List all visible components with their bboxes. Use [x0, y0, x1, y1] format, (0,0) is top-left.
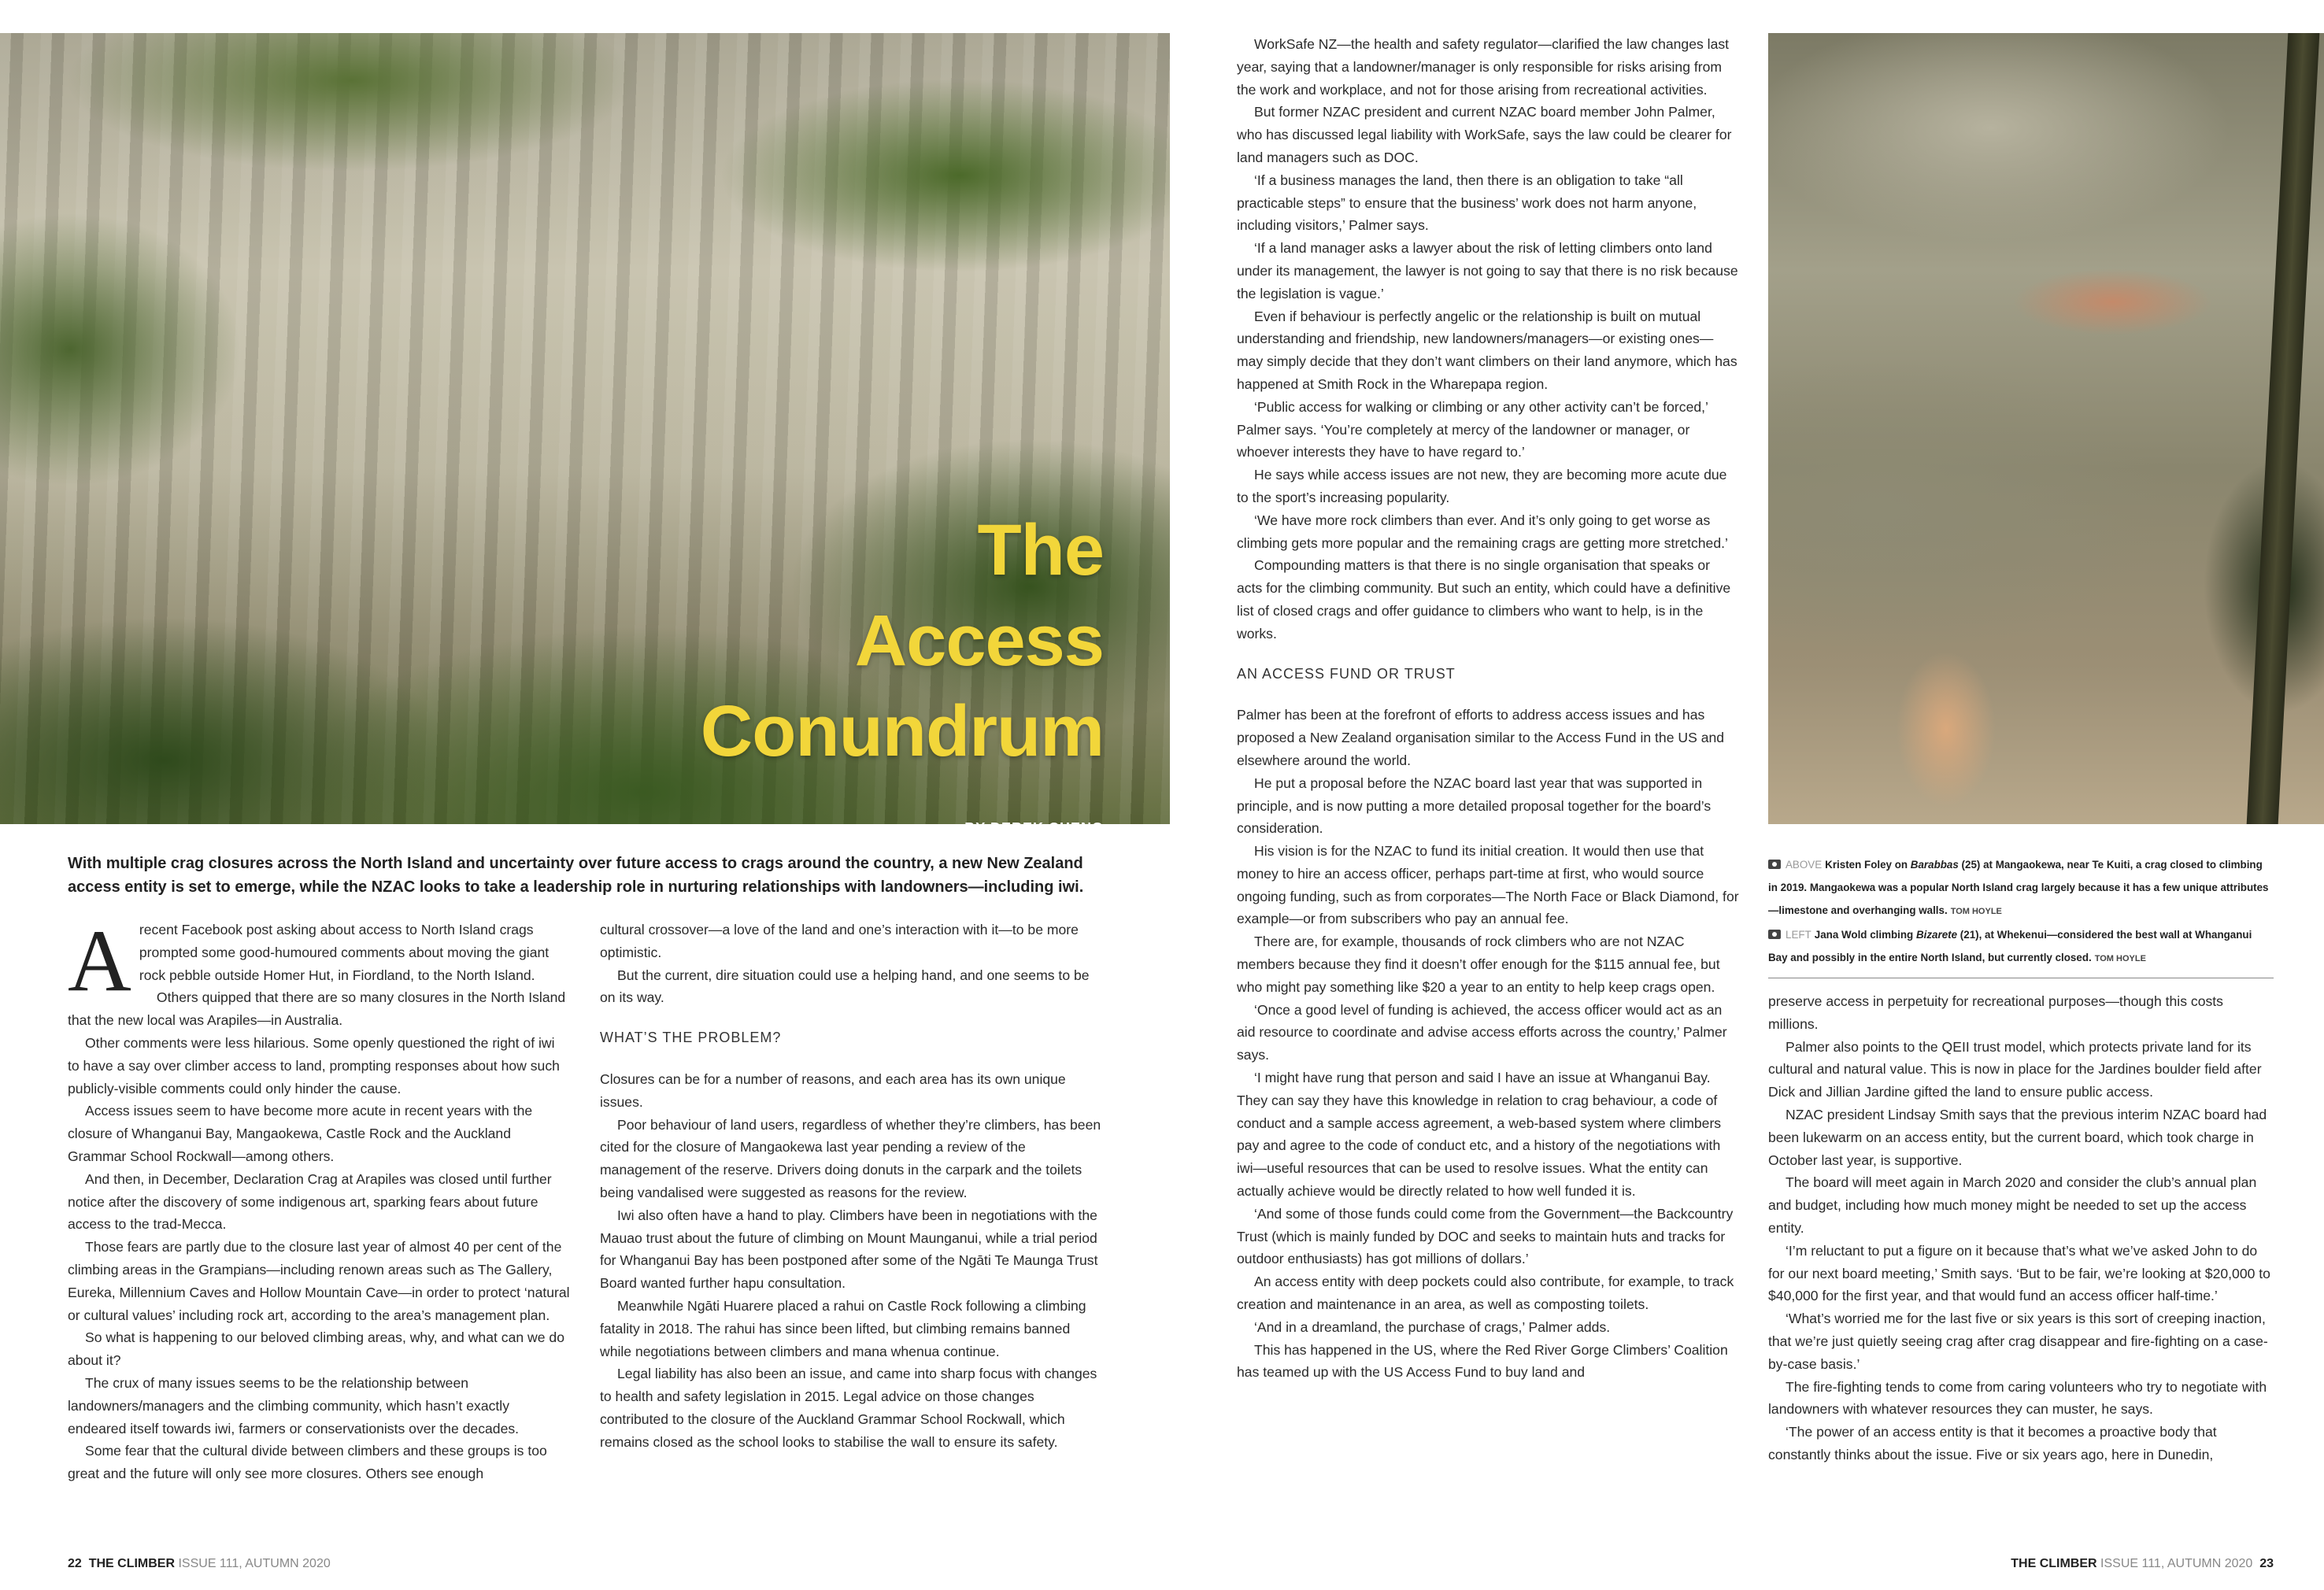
paragraph: cultural crossover—a love of the land and one’s interaction with it—to be more optimistic.	[600, 922, 1079, 960]
paragraph: ‘Once a good level of funding is achieved, the access officer would act as an aid resource to coordinate and advise access efforts across the country,’ Palmer says.	[1237, 1001, 1727, 1063]
body-column-1	[68, 912, 570, 1485]
hero-crag-photo	[0, 33, 1170, 836]
camera-icon	[1768, 860, 1781, 869]
paragraph: Arecent Facebook post asking about access to North Island crags prompted some good-humoured comments about moving the giant rock pebble outside Homer Hut, in Fiordland, to the North Island.	[68, 912, 550, 1010]
paragraph: NZAC president Lindsay Smith says that the previous interim NZAC board had been lukewarm on an access entity, but the current board, which took charge in October last year, is supportive.	[1768, 1106, 2267, 1168]
paragraph: He put a proposal before the NZAC board last year that was supported in principle, and is now putting a more detailed proposal together for the board’s consideration.	[1237, 775, 1712, 837]
photo-captions	[1768, 853, 2274, 971]
paragraph: Poor behaviour of land users, regardless of whether they’re climbers, has been cited for the closure of Mangaokewa last year pending a review of the management of the reserve. Drivers doing donuts in the carpark and the toilets being vandalised were suggested as reasons for the review.	[600, 1116, 1101, 1200]
paragraph: The fire-fighting tends to come from caring volunteers who try to negotiate with landowners with whatever resources they can muster, he says.	[1768, 1378, 2267, 1418]
paragraph: ‘We have more rock climbers than ever. And it’s only going to get worse as climbing gets more popular and the remaining crags are getting more stretched.’	[1237, 512, 1728, 551]
paragraph: This has happened in the US, where the Red River Gorge Climbers’ Coalition has teamed up with the US Access Fund to buy land and	[1237, 1341, 1728, 1381]
paragraph: Others quipped that there are so many closures in the North Island that the new local was Arapiles—in Australia.	[68, 989, 566, 1029]
paragraph: ‘Public access for walking or climbing or any other activity can’t be forced,’ Palmer says. ‘You’re completely at mercy of the landowner or manager, or whoever interests they have to have regard to.’	[1237, 398, 1708, 460]
paragraph: ‘If a business manages the land, then there is an obligation to take “all practicable steps” to ensure that the business’ work does not harm anyone, including visitors,’ Palmer says.	[1237, 172, 1697, 234]
magazine-name: THE CLIMBER	[2011, 1557, 2097, 1570]
paragraph: But the current, dire situation could use a helping hand, and one seems to be on its way.	[600, 967, 1090, 1006]
paragraph: An access entity with deep pockets could also contribute, for example, to track creation and maintenance in an area, as well as composting toilets.	[1237, 1274, 1734, 1313]
paragraph: ‘I might have rung that person and said I have an issue at Whanganui Bay. They can say they have this knowledge in relation to crag behaviour, a code of conduct and a sample access agreement, a web-based system where climbers pay and agree to the code of conduct etc, and a history of the negotiations with iwi—useful resources that can be used to resolve issues. What the entity can actually achieve would be directly related to how well funded it is.	[1237, 1070, 1722, 1200]
paragraph: His vision is for the NZAC to fund its initial creation. It would then use that money to hire an access officer, perhaps part-time at first, who would source ongoing funding, such as from corporates—The North Face or Black Diamond, for example—or from subscribers who pay an annual fee.	[1237, 843, 1739, 927]
page-number-right: 23	[2259, 1557, 2274, 1570]
title-line-1: The	[977, 510, 1104, 590]
page-number-left: 22	[68, 1557, 82, 1570]
photo-credit: TOM HOYLE	[1950, 907, 2002, 916]
paragraph: He says while access issues are not new, they are becoming more acute due to the sport’s increasing popularity.	[1237, 467, 1727, 505]
paragraph: But former NZAC president and current NZAC board member John Palmer, who has discussed legal liability with WorkSafe, says the law could be clearer for land managers such as DOC.	[1237, 104, 1732, 165]
paragraph: Access issues seem to have become more acute in recent years with the closure of Whanganui Bay, Mangaokewa, Castle Rock and the Auckland Grammar School Rockwall—among others.	[68, 1103, 533, 1164]
camera-icon	[1768, 930, 1781, 939]
standfirst: With multiple crag closures across the North Island and uncertainty over future access to crags around the country, a new New Zealand access entity is set to emerge, while the NZAC looks to take a leadership role in nurturing relationships with landowners—including iwi.	[68, 855, 1084, 896]
paragraph: Even if behaviour is perfectly angelic or the relationship is built on mutual understanding and friendship, new landowners/managers—or existing ones—may simply decide that they don’t want climbers on their land anymore, which has happened at Smith Rock in the Wharepapa region.	[1237, 308, 1737, 392]
paragraph: preserve access in perpetuity for recreational purposes—though this costs millions.	[1768, 993, 2223, 1032]
paragraph: Iwi also often have a hand to play. Climbers have been in negotiations with the Mauao trust about the future of climbing on Mount Maunganui, while a trial period for Whanganui Bay has been postponed after some of the Ngāti Te Maunga Trust Board wanted further hapu consultation.	[600, 1207, 1098, 1292]
climber-photo	[1768, 33, 2324, 824]
paragraph: ‘What’s worried me for the last five or six years is this sort of creeping inaction, that we’re just quietly seeing crag after crag disappear and fire-fighting on a case-by-case basis.’	[1768, 1311, 2268, 1372]
paragraph: ‘And in a dreamland, the purchase of crags,’ Palmer adds.	[1254, 1318, 1611, 1335]
paragraph: Legal liability has also been an issue, and came into sharp focus with changes to health and safety legislation in 2015. Legal advice on those changes contributed to the closure of the Auckland Grammar School Rockwall, which remains closed as the school looks to stabilise the wall to ensure its safety.	[600, 1366, 1097, 1450]
paragraph: WorkSafe NZ—the health and safety regulator—clarified the law changes last year, saying that a landowner/manager is only responsible for risks arising from the work and workplace, and not for those arising from recreational activities.	[1237, 36, 1730, 98]
article-title	[701, 505, 1104, 777]
body-column-2	[600, 919, 1102, 1454]
paragraph: And then, in December, Declaration Crag at Arapiles was closed until further notice after the discovery of some indigenous art, sparking fears about future access to the trad-Mecca.	[68, 1170, 552, 1233]
body-column-3	[1237, 33, 1739, 1384]
paragraph: Meanwhile Ngāti Huarere placed a rahui on Castle Rock following a climbing fatality in 2018. The rahui has since been lifted, but climbing remains banned while negotiations between climbers and mana whenua continue.	[600, 1297, 1086, 1359]
paragraph: Other comments were less hilarious. Some openly questioned the right of iwi to have a say over climber access to land, prompting responses about how such publicly-visible comments could only hinder the cause.	[68, 1034, 560, 1096]
paragraph: ‘If a land manager asks a lawyer about the risk of letting climbers onto land under its management, the lawyer is not going to say that there is no risk because the legislation is vague.’	[1237, 240, 1738, 301]
paragraph: ‘I’m reluctant to put a figure on it because that’s what we’ve asked John to do for our next board meeting,’ Smith says. ‘But to be fair, we’re looking at $20,000 to $40,000 for the first year, and that would fund an access officer half-time.’	[1768, 1242, 2270, 1304]
body-column-4	[1768, 990, 2274, 1466]
paragraph: ‘The power of an access entity is that it becomes a proactive body that constantly thinks about the issue. Five or six years ago, here in Dunedin,	[1768, 1424, 2217, 1462]
folio-left	[68, 1557, 331, 1571]
title-line-2: Access	[854, 601, 1104, 681]
paragraph: Palmer has been at the forefront of efforts to address access issues and has proposed a New Zealand organisation similar to the Access Fund in the US and elsewhere around the world.	[1237, 707, 1725, 768]
issue-info: ISSUE 111, AUTUMN 2020	[2100, 1557, 2253, 1570]
paragraph: Closures can be for a number of reasons, and each area has its own unique issues.	[600, 1070, 1066, 1110]
paragraph: The crux of many issues seems to be the relationship between landowners/managers and the climbing community, which hasn’t exactly endeared itself towards iwi, farmers or conservationists over the decades.	[68, 1374, 520, 1437]
folio-right	[2011, 1557, 2274, 1571]
section-heading-access-fund: AN ACCESS FUND OR TRUST	[1237, 665, 1456, 682]
title-line-3: Conundrum	[700, 691, 1104, 771]
caption-above: ABOVE Kristen Foley on Barabbas (25) at Mangaokewa, near Te Kuiti, a crag closed to climbing in 2019. Mangaokewa was a popular North Island crag largely because it has a few unique attributes—limestone and overhanging walls. TOM HOYLE	[1768, 859, 2269, 916]
caption-left: LEFT Jana Wold climbing Bizarete (21), at Whekenui—considered the best wall at Whanganui Bay and possibly in the entire North Island, but currently closed. TOM HOYLE	[1768, 929, 2252, 963]
paragraph: So what is happening to our beloved climbing areas, why, and what can we do about it?	[68, 1329, 564, 1369]
paragraph: Those fears are partly due to the closure last year of almost 40 per cent of the climbing areas in the Grampians—including renown areas such as The Gallery, Eureka, Millennium Caves and Hollow Mountain Cave—in order to protect ‘natural or cultural values’ including rock art, according to the area’s management plan.	[68, 1239, 570, 1323]
issue-info: ISSUE 111, AUTUMN 2020	[178, 1557, 331, 1570]
drop-cap: A	[68, 912, 131, 1010]
photo-credit: TOM HOYLE	[2094, 954, 2146, 963]
byline: BY DEREK CHENG	[964, 820, 1104, 836]
paragraph: Compounding matters is that there is no single organisation that speaks or acts for the climbing community. But such an entity, which could have a definitive list of closed crags and offer guidance to climbers who want to help, is in the works.	[1237, 557, 1731, 642]
paragraph: The board will meet again in March 2020 and consider the club’s annual plan and budget, including how much money might be needed to set up the access entity.	[1768, 1174, 2257, 1236]
magazine-name: THE CLIMBER	[88, 1557, 176, 1570]
section-heading-problem: WHAT’S THE PROBLEM?	[600, 1030, 782, 1046]
paragraph: There are, for example, thousands of rock climbers who are not NZAC members because they find it doesn’t offer enough for the $115 annual fee, but who might pay something like $20 a year to an entity to help keep crags open.	[1237, 934, 1720, 995]
paragraph: Palmer also points to the QEII trust model, which protects private land for its cultural and natural value. This is now in place for the Jardines boulder field after Dick and Jillian Jardine gifted the land to ensure public access.	[1768, 1038, 2262, 1100]
paragraph: ‘And some of those funds could come from the Government—the Backcountry Trust (which is mainly funded by DOC and seeks to maintain huts and tracks for outdoor enthusiasts) has got millions of dollars.’	[1237, 1205, 1734, 1267]
paragraph: Some fear that the cultural divide between climbers and these groups is too great and the future will only see more closures. Others see enough	[68, 1443, 547, 1482]
